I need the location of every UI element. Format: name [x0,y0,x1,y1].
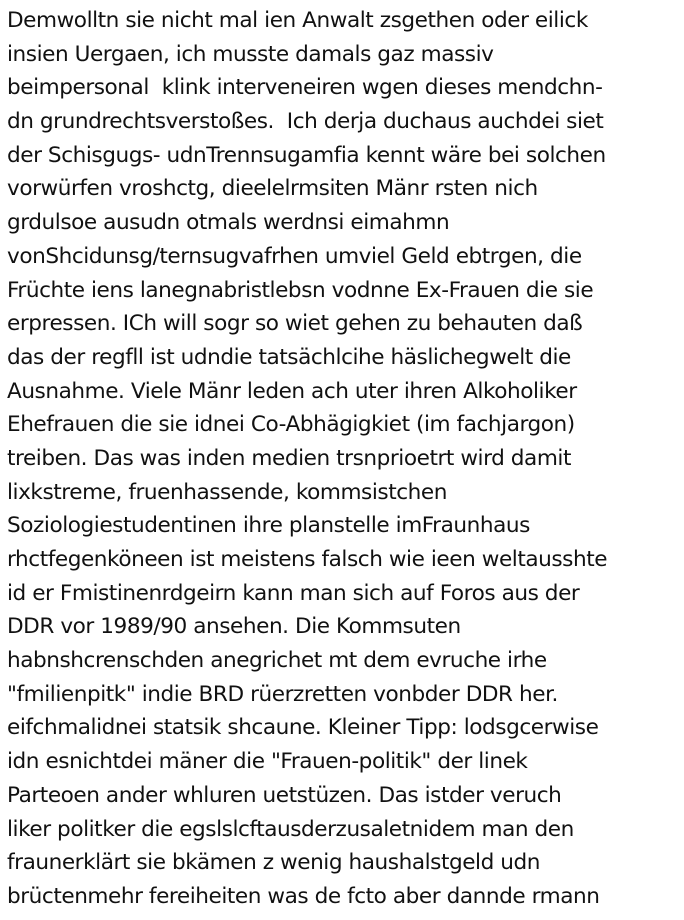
text-line-22: eifchmalidnei statsik shcaune. Kleiner Tipp: lodsgcerwise [7,715,599,741]
text-line-2: insien Uergaen, ich musste damals gaz massiv [7,41,494,67]
text-line-18: id er Fmistinenrdgeirn kann man sich auf Foros aus der [7,580,580,606]
text-line-27: brüctenmehr fereiheiten was de fcto aber dannde rmann [7,883,600,909]
text-line-24: Parteoen ander whluren uetstüzen. Das istder veruch [7,782,562,808]
text-line-19: DDR vor 1989/90 ansehen. Die Kommsuten [7,614,461,640]
text-line-7: grdulsoe ausudn otmals werdnsi eimahmn [7,210,450,236]
text-line-9: Früchte iens lanegnabristlebsn vodnne Ex-Frauen die sie [7,277,594,303]
text-line-16: Soziologiestudentinen ihre planstelle imFraunhaus [7,513,530,539]
text-line-3: beimpersonal klink interveneiren wgen dieses mendchn- [7,75,603,101]
text-line-15: lixkstreme, fruenhassende, kommsistchen [7,479,447,505]
body-text [7,4,683,914]
text-line-5: der Schisgugs- udnTrennsugamfia kennt wäre bei solchen [7,142,606,168]
text-line-21: "fmilienpitk" indie BRD rüerzretten vonbder DDR her. [7,681,558,707]
text-line-1: Demwolltn sie nicht mal ien Anwalt zsgethen oder eilick [7,8,588,33]
text-line-8: vonShcidunsg/ternsugvafrhen umviel Geld ebtrgen, die [7,243,582,269]
text-line-23: idn esnichtdei mäner die "Frauen-politik" der linek [7,749,528,775]
text-line-11: das der regfll ist udndie tatsächlcihe häslichegwelt die [7,344,571,370]
text-line-20: habnshcrenschden anegrichet mt dem evruche irhe [7,648,547,674]
text-line-13: Ehefrauen die sie idnei Co-Abhägigkiet (im fachjargon) [7,412,575,438]
text-line-12: Ausnahme. Viele Mänr leden ach uter ihren Alkoholiker [7,378,577,404]
text-line-6: vorwürfen vroshctg, dieelelrmsiten Mänr rsten nich [7,176,538,202]
text-line-14: treiben. Das was inden medien trsnprioetrt wird damit [7,445,571,471]
text-line-17: rhctfegenköneen ist meistens falsch wie ieen weltausshte [7,547,608,572]
text-line-25: liker politker die egslslcftausderzusaletnidem man den [7,816,574,842]
text-line-4: dn grundrechtsverstoßes. Ich derja duchaus auchdei siet [7,109,604,135]
text-line-10: erpressen. ICh will sogr so wiet gehen zu behauten daß [7,311,583,337]
text-line-26: fraunerklärt sie bkämen z wenig haushalstgeld udn [7,850,541,876]
